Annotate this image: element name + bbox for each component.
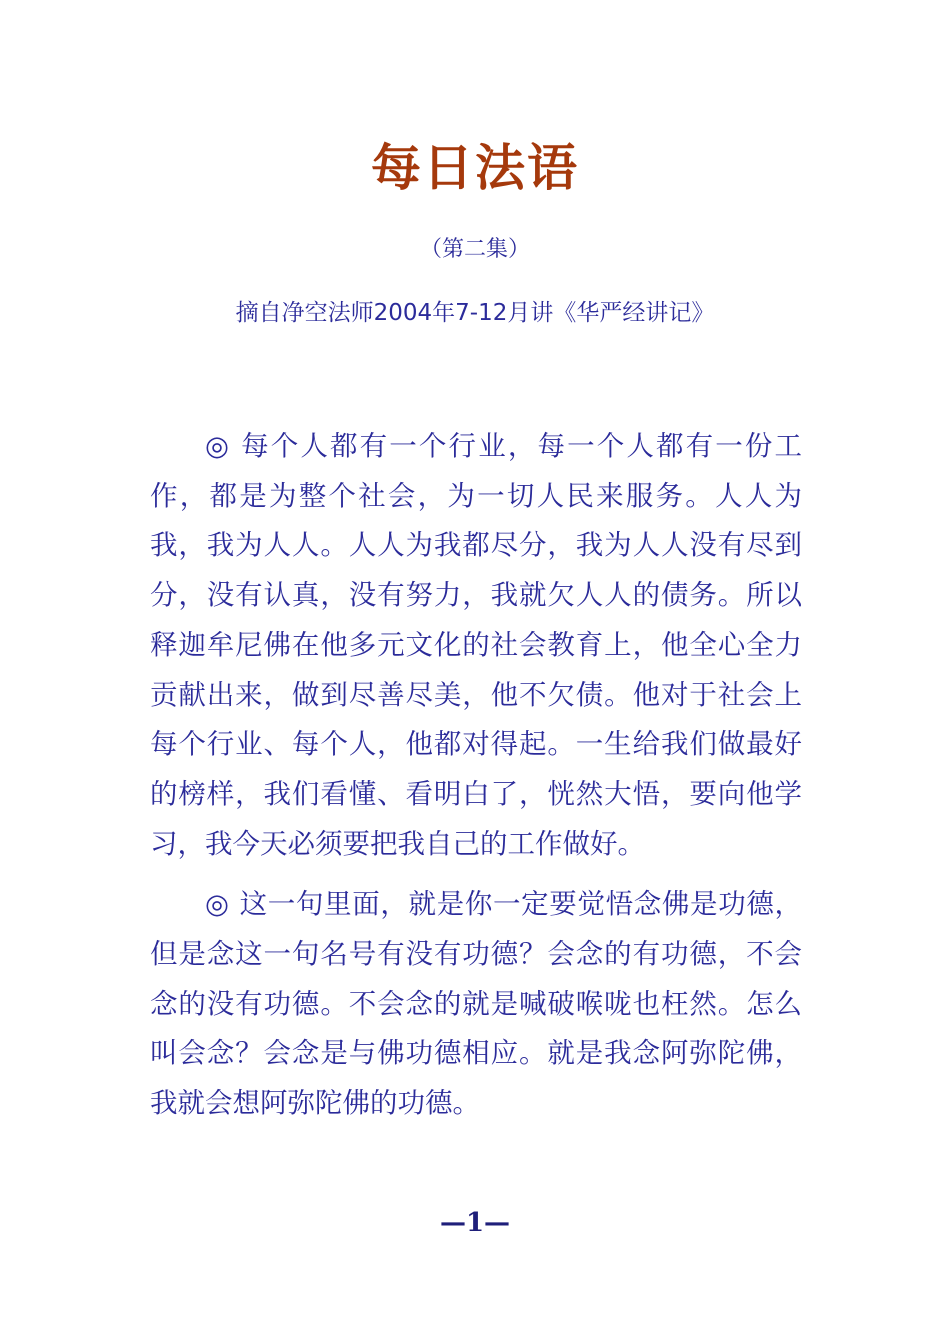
paragraph-2 bbox=[150, 880, 802, 1129]
body-text bbox=[150, 422, 802, 1140]
page-number: —1— bbox=[439, 1208, 511, 1238]
paragraph-1 bbox=[150, 422, 802, 869]
page-title: 每日法语 bbox=[371, 139, 579, 197]
paragraph-text: 每个人都有一个行业，每一个人都有一份工作，都是为整个社会，为一切人民来服务。人人为我，我为人人。人人为我都尽分，我为人人没有尽到分，没有认真，没有努力，我就欠人人的债务。所以释迦牟尼佛在他多元文化的社会教育上，他全心全力贡献出来，做到尽善尽美，他不欠债。他对于社会上每个行业、每个人，他都对得起。一生给我们做最好的榜样，我们看懂、看明白了，恍然大悟，要向他学习，我今天必须要把我自己的工作做好。 bbox=[150, 430, 803, 860]
paragraph-text: 这一句里面，就是你一定要觉悟念佛是功德，但是念这一句名号有没有功德？会念的有功德，不会念的没有功德。不会念的就是喊破喉咙也枉然。怎么叫会念？会念是与佛功德相应。就是我念阿弥陀佛，我就会想阿弥陀佛的功德。 bbox=[150, 888, 803, 1120]
bullet-marker: ◎ bbox=[205, 888, 230, 921]
bullet-marker: ◎ bbox=[205, 430, 232, 462]
source-line: 摘自净空法师2004年7-12月讲《华严经讲记》 bbox=[235, 300, 715, 326]
page-subtitle: （第二集） bbox=[419, 237, 530, 262]
